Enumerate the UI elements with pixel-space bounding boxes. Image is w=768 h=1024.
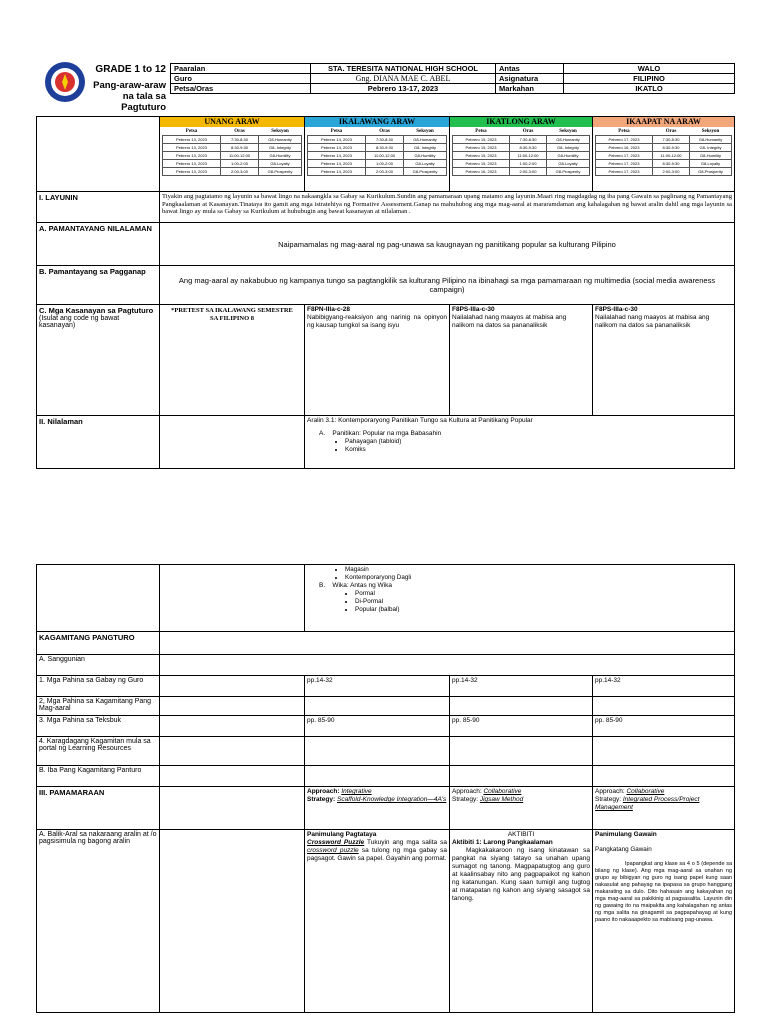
activity-title: Panimulang Gawain: [595, 831, 657, 838]
strategy-value: Jigsaw Method: [479, 796, 524, 803]
strategy-label: Strategy:: [595, 796, 622, 803]
schedule-header: Petsa: [185, 129, 198, 134]
schedule-header: Oras: [379, 129, 390, 134]
schedule-cell: G8-Loyalty: [259, 160, 302, 168]
schedule-cell: 1:00-2:00: [366, 160, 404, 168]
schedule-cell: 2:00-3:00: [221, 168, 259, 176]
schedule-cell: 7:30-8:30: [366, 136, 404, 144]
kasanayan-label: C. Mga Kasanayan sa Pagtuturo: [39, 306, 154, 315]
schedule-cell: G8-Humanity: [404, 136, 447, 144]
panitikan-list: [307, 438, 732, 454]
schedule-header: Seksyon: [701, 129, 720, 134]
pamantayang-nilalaman-label: A. PAMANTAYANG NILALAMAN: [37, 223, 160, 266]
header-label: Paaralan: [171, 64, 311, 74]
list-item: • Komiks: [345, 446, 732, 454]
schedule-table: [452, 128, 590, 176]
empty-cell: [160, 787, 305, 830]
header-row: [171, 84, 735, 94]
schedule-cell: 2:00-3:00: [653, 168, 690, 176]
sanggunian-label: A. Sanggunian: [37, 655, 160, 676]
day-4-cell: [593, 117, 735, 192]
karagdagan-label: 4. Karagdagang Kagamitan mula sa portal ng Learning Resources: [37, 737, 160, 766]
gabay-row: [37, 676, 735, 697]
day2-kasanayan: [305, 305, 450, 416]
header-value: IKATLO: [564, 84, 735, 94]
list-item: • Pormal: [355, 590, 732, 598]
schedule-header: Seksyon: [416, 129, 434, 134]
schedule-cell: G8- Integrity: [547, 144, 590, 152]
competency-text: Nailalahad nang maayos at mabisa ang nalikom na datos sa pananaliksik: [452, 314, 567, 329]
empty-cell: [37, 565, 160, 632]
pamantayan-pagganap-row: [37, 266, 735, 305]
schedule-header: Seksyon: [559, 129, 577, 134]
strategy-label: Strategy:: [307, 796, 336, 803]
schedule-cell: 11:00-12:00: [510, 152, 547, 160]
header-label: Asignatura: [496, 74, 564, 84]
balik-aral-row: [37, 830, 735, 1013]
schedule-cell: G8-Prosperity: [547, 168, 590, 176]
header-label: Petsa/Oras: [171, 84, 311, 94]
magaaral-label: 2, Mga Pahina sa Kagamitang Pang Mag-aaral: [37, 697, 160, 716]
schedule-cell: Pebrero 13, 2023: [163, 160, 221, 168]
empty-cell: [160, 697, 305, 716]
schedule-cell: 11:00-12:00: [221, 152, 259, 160]
schedule-header: Oras: [234, 129, 245, 134]
schedule-cell: G8- Integrity: [404, 144, 447, 152]
schedule-cell: 1:00-2:00: [221, 160, 259, 168]
schedule-cell: G8-Humanity: [259, 136, 302, 144]
schedule-header: Seksyon: [271, 129, 289, 134]
empty-cell: [450, 737, 593, 766]
competency-text: Nailalahad nang maayos at mabisa ang nalikom na datos sa pananaliksik: [595, 314, 710, 329]
schedule-cell: 7:30-8:30: [510, 136, 547, 144]
day-3-cell: [450, 117, 593, 192]
header-label: Antas: [496, 64, 564, 74]
page-2: [0, 520, 768, 1024]
approach-value: Collaborative: [626, 788, 665, 795]
wika-list: [307, 590, 732, 614]
empty-cell: [160, 830, 305, 1013]
competency-text: Nabibigyang-reaksiyon ang narinig na opinyon ng kausap tungkol sa isang isyu: [307, 314, 447, 329]
deped-seal-icon: [40, 60, 90, 104]
layunin-row: [37, 192, 735, 223]
page-ref: pp.14-32: [450, 676, 593, 697]
list-item: • Di-Pormal: [355, 598, 732, 606]
schedule-cell: G8-Humility: [690, 152, 732, 160]
grade-title: GRADE 1 to 12: [95, 64, 166, 75]
main-table-1: [36, 116, 735, 469]
day4-balik-aral: [593, 830, 735, 1013]
teksbuk-label: 3. Mga Pahina sa Teksbuk: [37, 716, 160, 737]
header-value: FILIPINO: [564, 74, 735, 84]
empty-cell: [160, 676, 305, 697]
schedule-cell: 1:00-2:00: [510, 160, 547, 168]
days-row: [37, 117, 735, 192]
panitikan-list-cont: [307, 566, 732, 582]
schedule-cell: Pebrero 17, 2023: [596, 152, 653, 160]
schedule-cell: Pebrero 13, 2023: [163, 136, 221, 144]
empty-cell: [593, 697, 735, 716]
empty-cell: [305, 737, 450, 766]
teksbuk-row: [37, 716, 735, 737]
schedule-cell: 7:30-8:30: [653, 136, 690, 144]
pamantayang-nilalaman-row: [37, 223, 735, 266]
day4-approach: [593, 787, 735, 830]
schedule-cell: Pebrero 15, 2023: [453, 160, 510, 168]
kagamitan-label: KAGAMITANG PANGTURO: [37, 632, 160, 655]
schedule-header: Petsa: [618, 129, 630, 134]
wika-text: Wika: Antas ng Wika: [332, 582, 392, 589]
activity-italic: crossword puzzle: [307, 847, 359, 854]
iba-row: [37, 766, 735, 787]
schedule-cell: G8-Humility: [547, 152, 590, 160]
schedule-table: [595, 128, 732, 176]
empty-cell: [305, 766, 450, 787]
karagdagan-row: [37, 737, 735, 766]
schedule-cell: Pebrero 14, 2023: [308, 144, 366, 152]
pamamaraan-row: [37, 787, 735, 830]
nilalaman-cont: [305, 565, 735, 632]
activity-sub: Aktibiti 1: Larong Pangkaalaman: [452, 839, 553, 846]
aralin-title: Aralin 3.1: Kontemporaryong Panitikan Tungo sa Kultura at Panitikang Popular: [307, 417, 533, 424]
header-value: WALO: [564, 64, 735, 74]
approach-value: Integrative: [341, 788, 372, 795]
schedule-cell: G8-Prosperity: [690, 168, 732, 176]
empty-cell: [160, 766, 305, 787]
activity-title: Panimulang Pagtataya: [307, 831, 377, 838]
activity-lead: Crossword Puzzle: [307, 839, 365, 846]
strategy-label: Strategy:: [452, 796, 479, 803]
day-1-title: UNANG ARAW: [160, 117, 304, 127]
schedule-cell: Pebrero 16, 2023: [596, 144, 653, 152]
schedule-header: Oras: [665, 129, 677, 134]
day-4-title: IKAAPAT NA ARAW: [593, 117, 734, 127]
approach-label: Approach:: [307, 788, 340, 795]
day-2-cell: [305, 117, 450, 192]
header-label: Guro: [171, 74, 311, 84]
schedule-cell: Pebrero 17, 2023: [596, 160, 653, 168]
empty-cell: [160, 737, 305, 766]
activity-text: Magkakakaroon ng isang kinatawan sa pangkat na siyang tatayo sa unahan upang sumagot ng tanong. Magpapatugtog ang guro at kaalinsabay nito ang pagpapaikot ng kahon ng katanungan. Kung saan tumigil ang tugtog at matapatan ng kahon ang siyang sasagot sa tanong.: [452, 847, 590, 902]
competency-code: F8PS-IIIa-c-30: [452, 306, 495, 313]
page-ref: pp. 85-90: [450, 716, 593, 737]
schedule-cell: 8:30-9:30: [221, 144, 259, 152]
schedule-cell: Pebrero 17, 2023: [596, 168, 653, 176]
item-letter: A.: [319, 430, 326, 437]
page-ref: pp. 85-90: [305, 716, 450, 737]
pamantayang-nilalaman-text: Naipamamalas ng mag-aaral ng pag-unawa sa kaugnayan ng panitikang popular sa kulturang Pilipino: [160, 223, 735, 266]
gabay-label: 1. Mga Pahina sa Gabay ng Guro: [37, 676, 160, 697]
schedule-cell: Pebrero 16, 2023: [453, 168, 510, 176]
empty-cell: [593, 737, 735, 766]
page-ref: pp.14-32: [305, 676, 450, 697]
nilalaman-row: [37, 416, 735, 469]
nilalaman-content: [305, 416, 735, 469]
kasanayan-label-cell: [37, 305, 160, 416]
sanggunian-row: [37, 655, 735, 676]
header-value: Pebrero 13-17, 2023: [311, 84, 496, 94]
day3-approach: [450, 787, 593, 830]
empty-cell: [450, 697, 593, 716]
empty-cell: [160, 716, 305, 737]
schedule-cell: G8-Humility: [404, 152, 447, 160]
header-value: Gng. DIANA MAE C. ABEL: [311, 74, 496, 84]
schedule-cell: 2:00-3:00: [510, 168, 547, 176]
schedule-cell: G8- Integrity: [690, 144, 732, 152]
nilalaman-cont-row: [37, 565, 735, 632]
schedule-cell: G8-Loyalty: [404, 160, 447, 168]
schedule-cell: G8- Integrity: [259, 144, 302, 152]
schedule-cell: Pebrero 14, 2023: [308, 168, 366, 176]
header-value: STA. TERESITA NATIONAL HIGH SCHOOL: [311, 64, 496, 74]
empty-cell: [160, 655, 735, 676]
activity-text: Ipapangkat ang klase sa 4 o 5 (depende sa bilang ng klase). Ang mga mag-aaral sa unahan ng grupo ay bibigyan ng guro ng isang papel kung saan nakasulat ang pahayag na ipapasa sa grupo hanggang makarating sa dulo. Dito hahasain ang kakayahan ng mga mag-aaral sa pakikinig at pagsasalita. Layunin din ng gawaing ito na maipakita ang kahalagahan ng antas ng mga salita na ginagamit sa pagpapahayag at kung paano ito nakaaapekto sa mabisang pag-unawa.: [595, 861, 733, 923]
schedule-table: [307, 128, 447, 176]
schedule-cell: Pebrero 14, 2023: [308, 160, 366, 168]
competency-code: F8PN-IIIa-c-28: [307, 306, 350, 313]
schedule-table: [162, 128, 302, 176]
schedule-cell: Pebrero 14, 2023: [308, 136, 366, 144]
pamamaraan-label: III. PAMAMARAAN: [37, 787, 160, 830]
empty-cell: [160, 565, 305, 632]
schedule-cell: Pebrero 13, 2023: [163, 152, 221, 160]
empty-cell: [305, 697, 450, 716]
schedule-header: Petsa: [330, 129, 343, 134]
header-row: [171, 74, 735, 84]
empty-cell: [160, 632, 735, 655]
page-ref: pp. 85-90: [593, 716, 735, 737]
schedule-cell: Pebrero 13, 2023: [163, 144, 221, 152]
day2-approach: [305, 787, 450, 830]
panitikan-line: [307, 430, 732, 438]
schedule-cell: 8:30-9:30: [653, 144, 690, 152]
schedule-cell: G8-Loyalty: [690, 160, 732, 168]
day-1-cell: [160, 117, 305, 192]
list-item: • Pahayagan (tabloid): [345, 438, 732, 446]
main-table-2: [36, 564, 735, 1013]
panitikan-text: Panitikan: Popular na mga Babasahin: [332, 430, 442, 437]
schedule-header: Oras: [522, 129, 534, 134]
layunin-label: I. LAYUNIN: [37, 192, 160, 223]
day2-balik-aral: [305, 830, 450, 1013]
empty-cell: [450, 766, 593, 787]
approach-value: Collaborative: [483, 788, 522, 795]
kagamitan-row: [37, 632, 735, 655]
list-item: • Magasin: [345, 566, 732, 574]
iba-label: B. Iba Pang Kagamitang Panturo: [37, 766, 160, 787]
schedule-cell: G8-Humility: [259, 152, 302, 160]
strategy-value: Integrated Process/Project Management: [595, 796, 700, 811]
schedule-cell: G8-Prosperity: [259, 168, 302, 176]
schedule-cell: G8-Loyalty: [547, 160, 590, 168]
pamantayan-pagganap-text: Ang mag-aaral ay nakabubuo ng kampanya tungo sa pagtangkilik sa kulturang Pilipino na ibinahagi sa mga pamamaraan ng multimedia (social media awareness campaign): [160, 266, 735, 305]
form-subtitle: Pang-araw-araw na tala sa Pagtuturo: [93, 80, 166, 113]
schedule-cell: Pebrero 17, 2023: [596, 136, 653, 144]
strategy-value: Scaffold-Knowledge Integration—4A's: [337, 796, 447, 803]
activity-title: AKTIBITI: [507, 831, 535, 838]
item-letter: B.: [319, 582, 326, 589]
approach-label: Approach:: [595, 788, 625, 795]
schedule-cell: Pebrero 15, 2023: [453, 136, 510, 144]
kasanayan-sub: (Isulat ang code ng bawat kasanayan): [39, 315, 120, 329]
balik-aral-label: A. Balik-Aral sa nakaraang aralin at /o pagsisimula ng bagong aralin: [37, 830, 160, 1013]
schedule-cell: Pebrero 15, 2023: [453, 152, 510, 160]
day4-kasanayan: [593, 305, 735, 416]
empty-cell: [160, 416, 305, 469]
schedule-cell: Pebrero 13, 2023: [163, 168, 221, 176]
empty-cell: [37, 117, 160, 192]
header-table: [170, 63, 735, 94]
activity-text: Tukuyin ang mga salita sa: [367, 839, 447, 846]
activity-text-2: sa tulong ng mga gabay sa pagsagot. Gawin sa papel. Gayahin ang pormat.: [307, 847, 448, 862]
competency-code: F8PS-IIIa-c-30: [595, 306, 638, 313]
approach-label: Approach:: [452, 788, 482, 795]
day3-balik-aral: [450, 830, 593, 1013]
day-2-title: IKALAWANG ARAW: [305, 117, 449, 127]
schedule-cell: Pebrero 14, 2023: [308, 152, 366, 160]
list-item: • Popular (balbal): [355, 606, 732, 614]
schedule-cell: G8-Humanity: [547, 136, 590, 144]
schedule-cell: 8:30-9:30: [653, 160, 690, 168]
schedule-header: Petsa: [475, 129, 487, 134]
nilalaman-label: II. Nilalaman: [37, 416, 160, 469]
schedule-cell: 7:30-8:30: [221, 136, 259, 144]
schedule-cell: 11:00-12:00: [653, 152, 690, 160]
wika-line: [307, 582, 732, 590]
schedule-cell: 11:00-12:00: [366, 152, 404, 160]
day3-kasanayan: [450, 305, 593, 416]
kasanayan-row: [37, 305, 735, 416]
pretest-text: *PRETEST SA IKALAWANG SEMESTRE SA FILIPINO 8: [160, 305, 305, 416]
header-label: Markahan: [496, 84, 564, 94]
schedule-cell: G8-Humanity: [690, 136, 732, 144]
list-item: • Kontemporaryong Dagli: [345, 574, 732, 582]
pamantayan-pagganap-label: B. Pamantayang sa Pagganap: [37, 266, 160, 305]
page-ref: pp.14-32: [593, 676, 735, 697]
schedule-cell: Pebrero 15, 2023: [453, 144, 510, 152]
day-3-title: IKATLONG ARAW: [450, 117, 592, 127]
header-row: [171, 64, 735, 74]
schedule-cell: 8:30-9:30: [366, 144, 404, 152]
activity-sub: Pangkatang Gawain: [595, 846, 652, 853]
layunin-text: Tiyakin ang pagtatamo ng layunin sa bawat lingo na nakaangkla sa Gabay sa Kurikulum.Sundin ang pamamaraan upang matamo ang layunin.Maari ring magdagdag ng iba pang Gawain sa paglinang ng Pamantayang Pangkaalaman at Kasanayan.Tinataya ito gamit ang mga istratehiya ng Formative Assessment.Ganap na mahuhubog ang mga mag-aaral at mararamdaman ang kahalagahan ng bawat aralin dahil ang mga layunin sa bawat lingo ay mula sa Gabay sa Kurikulum at huhubugin ang bawat kasanayan at nilalaman .: [160, 192, 735, 223]
schedule-cell: 8:30-9:30: [510, 144, 547, 152]
magaaral-row: [37, 697, 735, 716]
schedule-cell: 2:00-3:00: [366, 168, 404, 176]
empty-cell: [593, 766, 735, 787]
schedule-cell: G8-Prosperity: [404, 168, 447, 176]
